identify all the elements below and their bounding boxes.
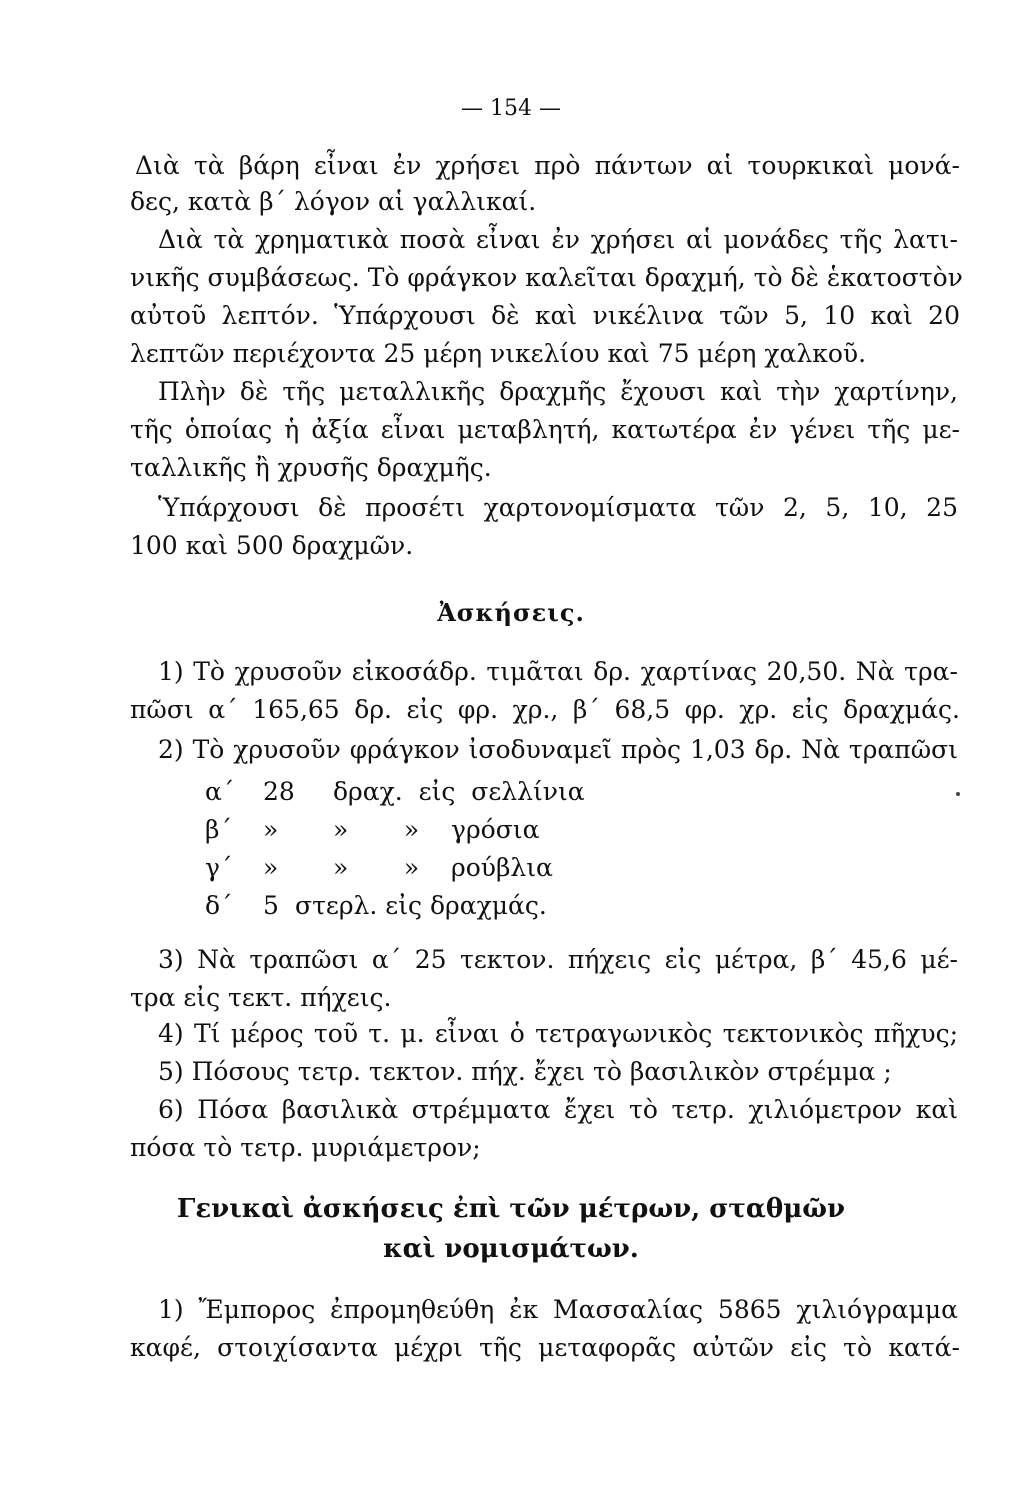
general-heading: Γενικαὶ ἀσκήσεις ἐπὶ τῶν μέτρων, σταθμῶν bbox=[176, 1194, 846, 1224]
text-line: νικῆς συμβάσεως. Τὸ φράγκον καλεῖται δραχμή, τὸ δὲ ἑκατοστὸν bbox=[130, 263, 963, 292]
row-text: δραχ. εἰς σελλίνια bbox=[333, 777, 585, 806]
text-line: 100 καὶ 500 δραχμῶν. bbox=[130, 531, 414, 560]
row-amount: 5 bbox=[263, 891, 279, 920]
text-line: λεπτῶν περιέχοντα 25 μέρη νικελίου καὶ 75 μέρη χαλκοῦ. bbox=[130, 339, 867, 368]
exercise-line: 3) Νὰ τραπῶσι α΄ 25 τεκτον. πήχεις εἰς μέτρα, β΄ 45,6 μέ- bbox=[158, 945, 958, 974]
row-label: β΄ bbox=[205, 815, 232, 844]
text-line: δες, κατὰ β΄ λόγον αἱ γαλλικαί. bbox=[130, 187, 537, 216]
row-amount: 28 bbox=[263, 777, 295, 806]
conversion-row bbox=[205, 890, 547, 922]
exercise-line: πῶσι α΄ 165,65 δρ. εἰς φρ. χρ., β΄ 68,5 φρ. χρ. εἰς δραχμάς. bbox=[130, 695, 960, 724]
row-text: στερλ. εἰς δραχμάς. bbox=[295, 891, 547, 920]
row-label: α΄ bbox=[205, 777, 235, 806]
text-line: τῆς ὁποίας ἡ ἀξία εἶναι μεταβλητή, κατωτέρα ἐν γένει τῆς με- bbox=[130, 415, 960, 444]
text-line: Διὰ τὰ χρηματικὰ ποσὰ εἶναι ἐν χρήσει αἱ μονάδες τῆς λατι- bbox=[158, 225, 958, 254]
exercises-heading: Ἀσκήσεις. bbox=[437, 598, 585, 627]
print-speck bbox=[956, 792, 960, 796]
row-label: δ΄ bbox=[205, 891, 233, 920]
row-amount: » bbox=[263, 815, 279, 844]
exercise-line: 6) Πόσα βασιλικὰ στρέμματα ἔχει τὸ τετρ. χιλιόμετρον καὶ bbox=[158, 1095, 958, 1124]
text-line: αὐτοῦ λεπτόν. Ὑπάρχουσι δὲ καὶ νικέλινα τῶν 5, 10 καὶ 20 bbox=[130, 301, 960, 330]
text-line: ταλλικῆς ἢ χρυσῆς δραχμῆς. bbox=[130, 453, 492, 482]
text-line: Διὰ τὰ βάρη εἶναι ἐν χρήσει πρὸ πάντων αἱ τουρκικαὶ μονά- bbox=[135, 151, 960, 180]
row-amount: » bbox=[263, 853, 279, 882]
general-heading-continued: καὶ νομισμάτων. bbox=[383, 1234, 639, 1264]
text-line: Ὑπάρχουσι δὲ προσέτι χαρτονομίσματα τῶν 2, 5, 10, 25 bbox=[158, 493, 958, 522]
exercise-line: 2) Τὸ χρυσοῦν φράγκον ἰσοδυναμεῖ πρὸς 1,03 δρ. Νὰ τραπῶσι bbox=[158, 735, 958, 764]
conversion-row bbox=[205, 776, 585, 808]
page-number: — 154 — bbox=[461, 96, 561, 121]
conversion-row bbox=[205, 814, 539, 846]
exercise-line: τρα εἰς τεκτ. πήχεις. bbox=[130, 983, 392, 1012]
row-label: γ΄ bbox=[205, 853, 233, 882]
row-text: » » γρόσια bbox=[333, 815, 540, 844]
exercise-line: 1) Τὸ χρυσοῦν εἰκοσάδρ. τιμᾶται δρ. χαρτίνας 20,50. Νὰ τρα- bbox=[158, 657, 958, 686]
row-text: » » ρούβλια bbox=[333, 853, 553, 882]
text-line: Πλὴν δὲ τῆς μεταλλικῆς δραχμῆς ἔχουσι καὶ τὴν χαρτίνην, bbox=[158, 377, 958, 406]
exercise-line: 1) Ἔμπορος ἐπρομηθεύθη ἐκ Μασσαλίας 5865 χιλιόγραμμα bbox=[158, 1295, 958, 1324]
exercise-line: πόσα τὸ τετρ. μυριάμετρον; bbox=[130, 1133, 481, 1162]
exercise-line: 5) Πόσους τετρ. τεκτον. πήχ. ἔχει τὸ βασιλικὸν στρέμμα ; bbox=[158, 1057, 892, 1086]
exercise-line: καφέ, στοιχίσαντα μέχρι τῆς μεταφορᾶς αὐτῶν εἰς τὸ κατά- bbox=[130, 1333, 960, 1362]
conversion-row bbox=[205, 852, 553, 884]
exercise-line: 4) Τί μέρος τοῦ τ. μ. εἶναι ὁ τετραγωνικὸς τεκτονικὸς πῆχυς; bbox=[158, 1019, 958, 1048]
